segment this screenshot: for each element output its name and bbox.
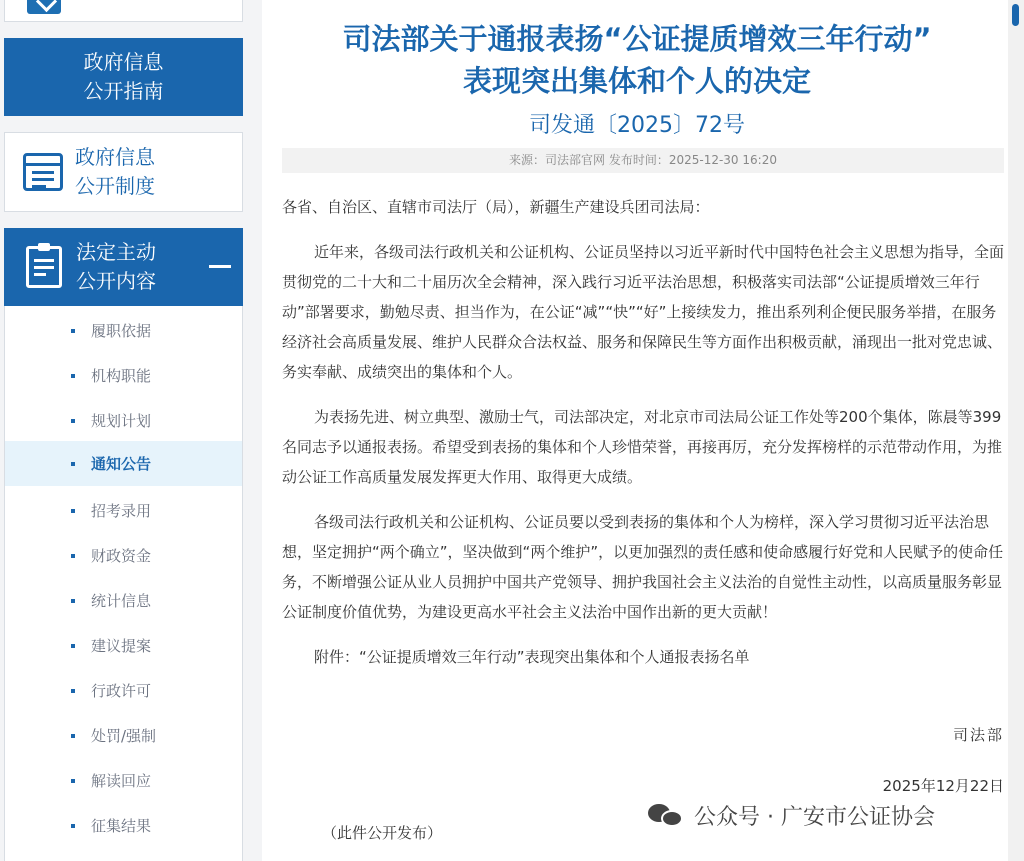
paragraph-3: 各级司法行政机关和公证机构、公证员要以受到表扬的集体和个人为榜样，深入学习贯彻习近平法治思想，坚定拥护“两个确立”，坚决做到“两个维护”，以更加强烈的责任感和使命感履行好党和人民赋予的使命任务，不断增强公证从业人员拥护中国共产党领导、拥护我国社会主义法治的自觉性主动性，以高质量服务彰显公证制度价值优势，为建设更高水平社会主义法治中国作出新的更大贡献！	[282, 513, 1004, 621]
bullet-icon	[71, 824, 75, 828]
sidebar-subitem-duty-basis[interactable]	[5, 308, 242, 353]
subitem-label: 行政许可	[91, 682, 152, 700]
bullet-icon	[71, 329, 75, 333]
rules-label-line2: 公开制度	[75, 174, 155, 198]
sidebar-subitem-proposals[interactable]	[5, 623, 242, 668]
salutation: 各省、自治区、直辖市司法厅（局），新疆生产建设兵团司法局：	[282, 198, 710, 216]
signature: 司法部	[952, 726, 1004, 744]
subitem-label: 规划计划	[91, 412, 152, 430]
subitem-label: 建议提案	[91, 637, 152, 655]
sidebar-subitem-functions[interactable]	[5, 353, 242, 398]
watermark	[648, 797, 935, 833]
article-title-line2: 表现突出集体和个人的决定	[462, 64, 811, 98]
rules-label-line1: 政府信息	[75, 145, 155, 169]
subitem-label: 财政资金	[91, 547, 152, 565]
bullet-icon	[71, 734, 75, 738]
article-title	[262, 18, 1012, 102]
sidebar-subitem-licensing[interactable]	[5, 668, 242, 713]
subitem-label: 机构职能	[91, 367, 152, 385]
clipboard-icon	[26, 246, 62, 288]
subitem-label: 解读回应	[91, 772, 152, 790]
subitem-label: 统计信息	[91, 592, 152, 610]
wechat-icon	[648, 802, 684, 828]
sidebar-subitem-recruitment[interactable]	[5, 488, 242, 533]
article-body	[282, 192, 1004, 687]
sidebar-top-card[interactable]	[4, 0, 243, 22]
subitem-label: 通知公告	[91, 455, 152, 473]
bullet-icon	[71, 779, 75, 783]
watermark-text: 公众号 · 广安市公证协会	[694, 804, 935, 830]
sidebar-subitem-statistics[interactable]	[5, 578, 242, 623]
paragraph-2: 为表扬先进、树立典型、激励士气，司法部决定，对北京市司法局公证工作处等200个集体，陈晨等399名同志予以通报表扬。希望受到表扬的集体和个人珍惜荣誉，再接再厉，充分发挥榜样的示范带动作用，为推动公证工作高质量发展发挥更大作用、取得更大成绩。	[282, 408, 1003, 486]
sidebar-subitem-plans[interactable]	[5, 398, 242, 443]
bullet-icon	[71, 509, 75, 513]
sidebar-subitem-finance[interactable]	[5, 533, 242, 578]
guide-label-line1: 政府信息	[83, 50, 164, 74]
scrollbar[interactable]	[1008, 0, 1024, 861]
subitem-label: 履职依据	[91, 322, 152, 340]
issue-date: 2025年12月22日	[882, 777, 1004, 795]
sidebar-subitem-results[interactable]	[5, 803, 242, 848]
collapse-icon[interactable]	[209, 265, 231, 268]
article-panel	[262, 0, 1024, 861]
subitem-label: 处罚/强制	[91, 727, 157, 745]
bullet-icon	[71, 644, 75, 648]
sidebar-item-disclosure-rules[interactable]	[4, 132, 243, 212]
guide-label-line2: 公开指南	[83, 79, 164, 103]
bullet-icon	[71, 689, 75, 693]
sub-navigation	[4, 306, 243, 861]
scroll-thumb[interactable]	[1012, 4, 1019, 26]
subitem-label: 招考录用	[91, 502, 152, 520]
active-label-line1: 法定主动	[76, 240, 156, 264]
subitem-label: 征集结果	[91, 817, 152, 835]
sidebar-item-statutory-content[interactable]	[4, 228, 243, 306]
sidebar-item-disclosure-guide[interactable]	[4, 38, 243, 116]
bullet-icon	[71, 599, 75, 603]
active-label-line2: 公开内容	[76, 269, 156, 293]
bullet-icon	[71, 554, 75, 558]
sidebar-subitem-penalties[interactable]	[5, 713, 242, 758]
document-number: 司发通〔2025〕72号	[529, 113, 745, 138]
sidebar	[0, 0, 262, 861]
edit-icon	[27, 0, 61, 14]
bullet-icon	[71, 462, 75, 466]
article-meta: 来源：司法部官网 发布时间：2025-12-30 16:20	[282, 148, 1004, 173]
article-title-line1: 司法部关于通报表扬“公证提质增效三年行动”	[342, 22, 932, 56]
bullet-icon	[71, 374, 75, 378]
sidebar-subitem-interpretation[interactable]	[5, 758, 242, 803]
paragraph-1: 近年来，各级司法行政机关和公证机构、公证员坚持以习近平新时代中国特色社会主义思想为指导，全面贯彻党的二十大和二十届历次全会精神，深入践行习近平法治思想，积极落实司法部“公证提质增效三年行动”部署要求，勤勉尽责、担当作为，在公证“减”“快”“好”上接续发力，推出系列利企便民服务举措，在服务经济社会高质量发展、维护人民群众合法权益、服务和保障民生等方面作出积极贡献，涌现出一批对党忠诚、务实奉献、成绩突出的集体和个人。	[282, 243, 1005, 381]
document-list-icon	[23, 153, 63, 191]
attachment-link[interactable]: 附件：“公证提质增效三年行动”表现突出集体和个人通报表扬名单	[314, 648, 750, 666]
publish-note: （此件公开发布）	[322, 824, 443, 842]
sidebar-subitem-notices[interactable]	[5, 441, 242, 486]
bullet-icon	[71, 419, 75, 423]
